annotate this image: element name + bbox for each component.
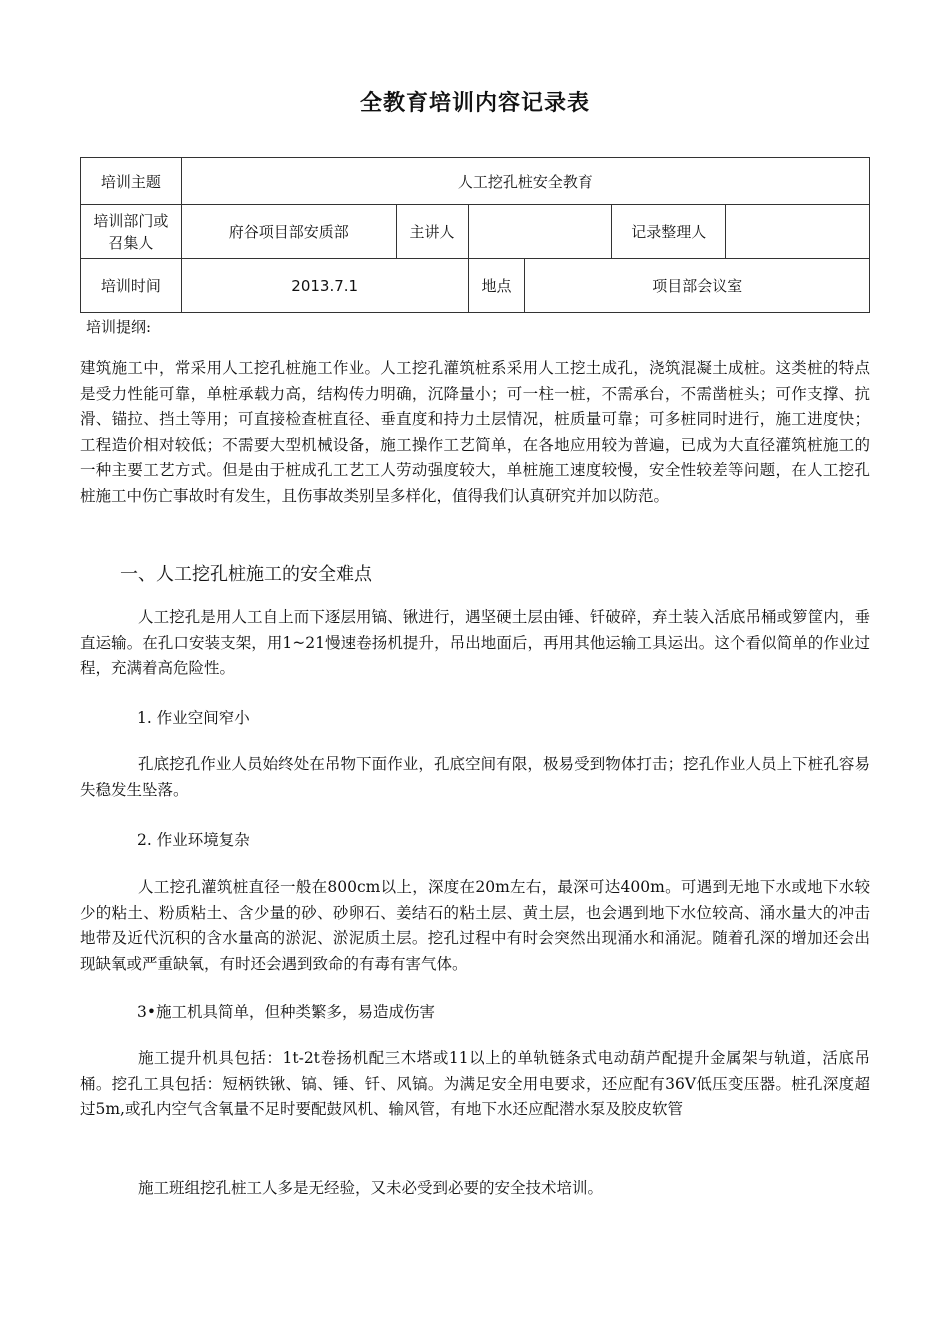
table-row	[81, 205, 870, 259]
place-label: 地点	[468, 259, 525, 313]
speaker-label: 主讲人	[396, 205, 468, 259]
topic-value: 人工挖孔桩安全教育	[181, 158, 869, 205]
item1-paragraph: 孔底挖孔作业人员始终处在吊物下面作业，孔底空间有限，极易受到物体打击；挖孔作业人员上下桩孔容易失稳发生坠落。	[80, 755, 870, 799]
recorder-label: 记录整理人	[612, 205, 726, 259]
table-row	[81, 259, 870, 313]
dept-value: 府谷项目部安质部	[181, 205, 396, 259]
time-value: 2013.7.1	[181, 259, 468, 313]
document-title: 全教育培训内容记录表	[359, 91, 590, 116]
section1-paragraph: 人工挖孔是用人工自上而下逐层用镐、锹进行，遇坚硬土层由锤、钎破碎，弃土装入活底吊桶或箩筐内，垂直运输。在孔口安装支架，用1~21慢速卷扬机提升，吊出地面后，再用其他运输工具运出。这个看似简单的作业过程，充满着高危险性。	[80, 608, 870, 677]
outline-label: 培训提纲:	[86, 318, 152, 336]
item2-paragraph: 人工挖孔灌筑桩直径一般在800cm以上，深度在20m左右，最深可达400m。可遇到无地下水或地下水较少的粘土、粉质粘土、含少量的砂、砂卵石、姜结石的粘土层、黄土层，也会遇到地下水位较高、涌水量大的冲击地带及近代沉积的含水量高的淤泥、淤泥质土层。挖孔过程中有时会突然出现涌水和涌泥。随着孔深的增加还会出现缺氧或严重缺氧，有时还会遇到致命的有毒有害气体。	[80, 878, 870, 973]
item3-paragraph: 施工提升机具包括：1t-2t卷扬机配三木塔或11以上的单轨链条式电动葫芦配提升金属架与轨道，活底吊桶。挖孔工具包括：短柄铁锹、镐、锤、钎、风镐。为满足安全用电要求，还应配有36V低压变压器。桩孔深度超过5m,或孔内空气含氧量不足时要配鼓风机、输风管，有地下水还应配潜水泵及胶皮软管	[80, 1049, 870, 1118]
intro-paragraph: 建筑施工中，常采用人工挖孔桩施工作业。人工挖孔灌筑桩系采用人工挖土成孔，浇筑混凝土成桩。这类桩的特点是受力性能可靠，单桩承载力高，结构传力明确，沉降量小；可一柱一桩，不需承台，不需凿桩头；可作支撑、抗滑、锚拉、挡土等用；可直接检查桩直径、垂直度和持力土层情况，桩质量可靠；可多桩同时进行，施工进度快；工程造价相对较低；不需要大型机械设备，施工操作工艺简单，在各地应用较为普遍，已成为大直径灌筑桩施工的一种主要工艺方式。但是由于桩成孔工艺工人劳动强度较大，单桩施工速度较慢，安全性较差等问题，在人工挖孔桩施工中伤亡事故时有发生，且伤事故类别呈多样化，值得我们认真研究并加以防范。	[80, 359, 870, 505]
topic-label: 培训主题	[81, 158, 182, 205]
training-info-table	[80, 157, 870, 313]
recorder-value	[726, 205, 870, 259]
section-heading: 一、人工挖孔桩施工的安全难点	[120, 564, 372, 585]
table-row	[81, 158, 870, 205]
speaker-value	[468, 205, 612, 259]
dept-label: 培训部门或召集人	[81, 205, 182, 259]
time-label: 培训时间	[81, 259, 182, 313]
item1-heading: 1. 作业空间窄小	[137, 709, 250, 727]
item2-heading: 2. 作业环境复杂	[137, 831, 250, 849]
place-value: 项目部会议室	[525, 259, 870, 313]
final-paragraph: 施工班组挖孔桩工人多是无经验，又未必受到必要的安全技术培训。	[138, 1179, 604, 1197]
item3-heading: 3•施工机具简单，但种类繁多，易造成伤害	[137, 1003, 436, 1021]
